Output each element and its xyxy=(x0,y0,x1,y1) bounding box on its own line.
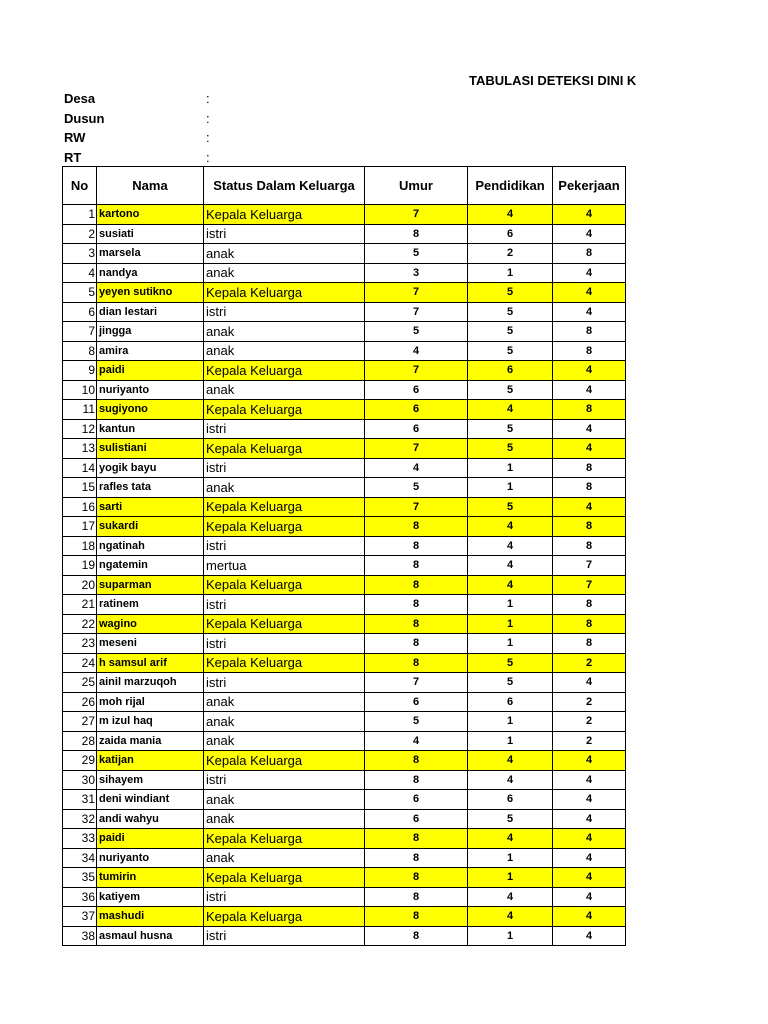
sheet-title: TABULASI DETEKSI DINI K xyxy=(469,73,637,88)
table-row xyxy=(63,400,626,420)
cell-status[interactable]: Kepala Keluarga xyxy=(204,829,365,849)
cell-status[interactable]: anak xyxy=(204,341,365,361)
cell-no[interactable]: 38 xyxy=(63,926,97,946)
cell-status[interactable]: Kepala Keluarga xyxy=(204,575,365,595)
cell-nama[interactable]: nuriyanto xyxy=(97,848,204,868)
cell-pekerjaan[interactable]: 8 xyxy=(553,341,626,361)
cell-umur[interactable]: 8 xyxy=(365,868,468,888)
cell-umur[interactable]: 7 xyxy=(365,205,468,225)
cell-umur[interactable]: 8 xyxy=(365,770,468,790)
header-status[interactable]: Status Dalam Keluarga xyxy=(204,167,365,205)
table-row xyxy=(63,517,626,537)
meta-label: Dusun xyxy=(64,110,105,126)
cell-pekerjaan[interactable]: 4 xyxy=(553,419,626,439)
cell-no[interactable]: 34 xyxy=(63,848,97,868)
cell-nama[interactable]: andi wahyu xyxy=(97,809,204,829)
cell-pekerjaan[interactable]: 4 xyxy=(553,361,626,381)
cell-umur[interactable]: 5 xyxy=(365,244,468,264)
table-row xyxy=(63,751,626,771)
cell-pendidikan[interactable]: 4 xyxy=(468,400,553,420)
table-row xyxy=(63,770,626,790)
header-umur[interactable]: Umur xyxy=(365,167,468,205)
cell-nama[interactable]: dian lestari xyxy=(97,302,204,322)
cell-status[interactable]: anak xyxy=(204,731,365,751)
cell-no[interactable]: 21 xyxy=(63,595,97,615)
table-row xyxy=(63,244,626,264)
cell-pekerjaan[interactable]: 4 xyxy=(553,868,626,888)
meta-colon: : xyxy=(206,149,210,165)
cell-status[interactable]: anak xyxy=(204,478,365,498)
table-row xyxy=(63,731,626,751)
cell-umur[interactable]: 7 xyxy=(365,283,468,303)
cell-no[interactable]: 37 xyxy=(63,907,97,927)
cell-pendidikan[interactable]: 6 xyxy=(468,224,553,244)
cell-umur[interactable]: 6 xyxy=(365,790,468,810)
cell-status[interactable]: Kepala Keluarga xyxy=(204,439,365,459)
cell-pekerjaan[interactable]: 4 xyxy=(553,673,626,693)
cell-pekerjaan[interactable]: 4 xyxy=(553,497,626,517)
table-row xyxy=(63,341,626,361)
cell-no[interactable]: 23 xyxy=(63,634,97,654)
cell-umur[interactable]: 5 xyxy=(365,712,468,732)
cell-status[interactable]: istri xyxy=(204,770,365,790)
cell-umur[interactable]: 8 xyxy=(365,751,468,771)
cell-nama[interactable]: yeyen sutikno xyxy=(97,283,204,303)
cell-umur[interactable]: 8 xyxy=(365,887,468,907)
cell-pendidikan[interactable]: 1 xyxy=(468,868,553,888)
table-row xyxy=(63,595,626,615)
cell-pendidikan[interactable]: 1 xyxy=(468,263,553,283)
cell-status[interactable]: anak xyxy=(204,380,365,400)
cell-pendidikan[interactable]: 4 xyxy=(468,829,553,849)
cell-nama[interactable]: mashudi xyxy=(97,907,204,927)
table-row xyxy=(63,634,626,654)
cell-no[interactable]: 6 xyxy=(63,302,97,322)
meta-label: RW xyxy=(64,130,86,146)
cell-umur[interactable]: 8 xyxy=(365,224,468,244)
cell-pendidikan[interactable]: 4 xyxy=(468,887,553,907)
cell-no[interactable]: 17 xyxy=(63,517,97,537)
cell-status[interactable]: anak xyxy=(204,848,365,868)
cell-nama[interactable]: ngatinah xyxy=(97,536,204,556)
table-row xyxy=(63,419,626,439)
cell-no[interactable]: 15 xyxy=(63,478,97,498)
cell-no[interactable]: 30 xyxy=(63,770,97,790)
cell-nama[interactable]: tumirin xyxy=(97,868,204,888)
cell-nama[interactable]: katijan xyxy=(97,751,204,771)
table-row xyxy=(63,614,626,634)
table-row xyxy=(63,712,626,732)
cell-umur[interactable]: 7 xyxy=(365,361,468,381)
cell-status[interactable]: Kepala Keluarga xyxy=(204,497,365,517)
cell-umur[interactable]: 6 xyxy=(365,809,468,829)
cell-status[interactable]: istri xyxy=(204,458,365,478)
table-row xyxy=(63,439,626,459)
cell-status[interactable]: anak xyxy=(204,712,365,732)
cell-nama[interactable]: meseni xyxy=(97,634,204,654)
meta-colon: : xyxy=(206,130,210,146)
cell-status[interactable]: istri xyxy=(204,536,365,556)
table-row xyxy=(63,380,626,400)
cell-no[interactable]: 28 xyxy=(63,731,97,751)
cell-nama[interactable]: katiyem xyxy=(97,887,204,907)
cell-nama[interactable]: asmaul husna xyxy=(97,926,204,946)
cell-umur[interactable]: 4 xyxy=(365,731,468,751)
cell-umur[interactable]: 8 xyxy=(365,907,468,927)
cell-umur[interactable]: 7 xyxy=(365,439,468,459)
cell-nama[interactable]: paidi xyxy=(97,829,204,849)
cell-umur[interactable]: 4 xyxy=(365,341,468,361)
table-row xyxy=(63,205,626,225)
cell-pekerjaan[interactable]: 4 xyxy=(553,926,626,946)
cell-pendidikan[interactable]: 1 xyxy=(468,634,553,654)
cell-no[interactable]: 12 xyxy=(63,419,97,439)
table-row xyxy=(63,692,626,712)
cell-pendidikan[interactable]: 5 xyxy=(468,497,553,517)
cell-pekerjaan[interactable]: 7 xyxy=(553,575,626,595)
cell-nama[interactable]: deni windiant xyxy=(97,790,204,810)
header-no[interactable]: No xyxy=(63,167,97,205)
meta-row-desa xyxy=(64,89,210,109)
cell-status[interactable]: anak xyxy=(204,809,365,829)
cell-pekerjaan[interactable]: 2 xyxy=(553,712,626,732)
cell-nama[interactable]: susiati xyxy=(97,224,204,244)
cell-no[interactable]: 25 xyxy=(63,673,97,693)
cell-pendidikan[interactable]: 1 xyxy=(468,478,553,498)
cell-umur[interactable]: 8 xyxy=(365,614,468,634)
meta-colon: : xyxy=(206,91,210,107)
cell-nama[interactable]: kartono xyxy=(97,205,204,225)
cell-nama[interactable]: h samsul arif xyxy=(97,653,204,673)
cell-nama[interactable]: zaida mania xyxy=(97,731,204,751)
cell-pekerjaan[interactable]: 2 xyxy=(553,731,626,751)
cell-pekerjaan[interactable]: 8 xyxy=(553,458,626,478)
cell-umur[interactable]: 5 xyxy=(365,478,468,498)
cell-umur[interactable]: 3 xyxy=(365,263,468,283)
cell-nama[interactable]: sulistiani xyxy=(97,439,204,459)
cell-nama[interactable]: sukardi xyxy=(97,517,204,537)
cell-pekerjaan[interactable]: 8 xyxy=(553,478,626,498)
cell-pendidikan[interactable]: 5 xyxy=(468,380,553,400)
header-pekerjaan[interactable]: Pekerjaan xyxy=(553,167,626,205)
cell-no[interactable]: 24 xyxy=(63,653,97,673)
table-header-row xyxy=(63,167,626,205)
cell-pekerjaan[interactable]: 2 xyxy=(553,692,626,712)
cell-no[interactable]: 19 xyxy=(63,556,97,576)
cell-umur[interactable]: 8 xyxy=(365,926,468,946)
cell-nama[interactable]: suparman xyxy=(97,575,204,595)
cell-status[interactable]: Kepala Keluarga xyxy=(204,751,365,771)
cell-no[interactable]: 16 xyxy=(63,497,97,517)
cell-pekerjaan[interactable]: 4 xyxy=(553,751,626,771)
cell-umur[interactable]: 6 xyxy=(365,400,468,420)
cell-umur[interactable]: 8 xyxy=(365,829,468,849)
cell-nama[interactable]: ngatemin xyxy=(97,556,204,576)
cell-no[interactable]: 14 xyxy=(63,458,97,478)
header-pendidikan[interactable]: Pendidikan xyxy=(468,167,553,205)
cell-pendidikan[interactable]: 5 xyxy=(468,439,553,459)
cell-pendidikan[interactable]: 5 xyxy=(468,809,553,829)
cell-no[interactable]: 18 xyxy=(63,536,97,556)
cell-pendidikan[interactable]: 1 xyxy=(468,848,553,868)
cell-pekerjaan[interactable]: 4 xyxy=(553,829,626,849)
cell-umur[interactable]: 8 xyxy=(365,848,468,868)
cell-status[interactable]: Kepala Keluarga xyxy=(204,907,365,927)
cell-no[interactable]: 1 xyxy=(63,205,97,225)
cell-no[interactable]: 36 xyxy=(63,887,97,907)
cell-status[interactable]: anak xyxy=(204,790,365,810)
cell-pekerjaan[interactable]: 8 xyxy=(553,536,626,556)
cell-pekerjaan[interactable]: 8 xyxy=(553,634,626,654)
cell-pendidikan[interactable]: 5 xyxy=(468,673,553,693)
cell-pekerjaan[interactable]: 4 xyxy=(553,439,626,459)
cell-pendidikan[interactable]: 5 xyxy=(468,322,553,342)
cell-nama[interactable]: kantun xyxy=(97,419,204,439)
cell-umur[interactable]: 8 xyxy=(365,634,468,654)
table-row xyxy=(63,536,626,556)
cell-pendidikan[interactable]: 5 xyxy=(468,419,553,439)
table-body xyxy=(63,205,626,946)
meta-colon: : xyxy=(206,110,210,126)
cell-pendidikan[interactable]: 4 xyxy=(468,770,553,790)
cell-no[interactable]: 4 xyxy=(63,263,97,283)
cell-status[interactable]: istri xyxy=(204,926,365,946)
cell-nama[interactable]: amira xyxy=(97,341,204,361)
cell-umur[interactable]: 6 xyxy=(365,692,468,712)
cell-status[interactable]: istri xyxy=(204,595,365,615)
tabulation-table xyxy=(62,166,626,946)
cell-pekerjaan[interactable]: 8 xyxy=(553,400,626,420)
cell-no[interactable]: 7 xyxy=(63,322,97,342)
cell-pekerjaan[interactable]: 4 xyxy=(553,205,626,225)
table-row xyxy=(63,497,626,517)
cell-pendidikan[interactable]: 5 xyxy=(468,653,553,673)
cell-status[interactable]: Kepala Keluarga xyxy=(204,205,365,225)
cell-nama[interactable]: nuriyanto xyxy=(97,380,204,400)
cell-pekerjaan[interactable]: 4 xyxy=(553,380,626,400)
cell-pekerjaan[interactable]: 2 xyxy=(553,653,626,673)
cell-pendidikan[interactable]: 4 xyxy=(468,205,553,225)
cell-pekerjaan[interactable]: 8 xyxy=(553,517,626,537)
cell-pekerjaan[interactable]: 8 xyxy=(553,595,626,615)
table-row xyxy=(63,556,626,576)
meta-label: RT xyxy=(64,149,82,165)
cell-no[interactable]: 8 xyxy=(63,341,97,361)
cell-status[interactable]: istri xyxy=(204,224,365,244)
cell-nama[interactable]: rafles tata xyxy=(97,478,204,498)
cell-pendidikan[interactable]: 4 xyxy=(468,536,553,556)
table-row xyxy=(63,887,626,907)
cell-pekerjaan[interactable]: 8 xyxy=(553,244,626,264)
cell-pendidikan[interactable]: 2 xyxy=(468,244,553,264)
cell-umur[interactable]: 7 xyxy=(365,673,468,693)
cell-umur[interactable]: 8 xyxy=(365,556,468,576)
cell-nama[interactable]: sugiyono xyxy=(97,400,204,420)
meta-row-rw xyxy=(64,128,210,148)
cell-pendidikan[interactable]: 4 xyxy=(468,751,553,771)
cell-pendidikan[interactable]: 4 xyxy=(468,556,553,576)
meta-row-dusun xyxy=(64,109,210,129)
table-row xyxy=(63,283,626,303)
cell-no[interactable]: 5 xyxy=(63,283,97,303)
cell-pendidikan[interactable]: 1 xyxy=(468,712,553,732)
table-row xyxy=(63,263,626,283)
cell-nama[interactable]: marsela xyxy=(97,244,204,264)
cell-pendidikan[interactable]: 5 xyxy=(468,341,553,361)
cell-umur[interactable]: 5 xyxy=(365,322,468,342)
cell-pendidikan[interactable]: 6 xyxy=(468,361,553,381)
cell-pekerjaan[interactable]: 4 xyxy=(553,283,626,303)
cell-umur[interactable]: 7 xyxy=(365,302,468,322)
cell-umur[interactable]: 8 xyxy=(365,517,468,537)
table-row xyxy=(63,673,626,693)
table-row xyxy=(63,361,626,381)
cell-umur[interactable]: 4 xyxy=(365,458,468,478)
cell-pendidikan[interactable]: 1 xyxy=(468,595,553,615)
cell-status[interactable]: anak xyxy=(204,692,365,712)
cell-status[interactable]: Kepala Keluarga xyxy=(204,283,365,303)
cell-pendidikan[interactable]: 1 xyxy=(468,614,553,634)
cell-pendidikan[interactable]: 4 xyxy=(468,575,553,595)
cell-umur[interactable]: 8 xyxy=(365,595,468,615)
cell-no[interactable]: 20 xyxy=(63,575,97,595)
cell-umur[interactable]: 8 xyxy=(365,653,468,673)
cell-no[interactable]: 35 xyxy=(63,868,97,888)
cell-status[interactable]: anak xyxy=(204,244,365,264)
cell-no[interactable]: 9 xyxy=(63,361,97,381)
cell-nama[interactable]: jingga xyxy=(97,322,204,342)
cell-no[interactable]: 13 xyxy=(63,439,97,459)
cell-no[interactable]: 11 xyxy=(63,400,97,420)
cell-pekerjaan[interactable]: 4 xyxy=(553,770,626,790)
table-row xyxy=(63,302,626,322)
cell-umur[interactable]: 8 xyxy=(365,536,468,556)
cell-pendidikan[interactable]: 1 xyxy=(468,926,553,946)
cell-pendidikan[interactable]: 1 xyxy=(468,458,553,478)
cell-pekerjaan[interactable]: 4 xyxy=(553,887,626,907)
cell-status[interactable]: istri xyxy=(204,302,365,322)
cell-umur[interactable]: 6 xyxy=(365,380,468,400)
cell-no[interactable]: 33 xyxy=(63,829,97,849)
cell-umur[interactable]: 6 xyxy=(365,419,468,439)
table-row xyxy=(63,790,626,810)
cell-nama[interactable]: ainil marzuqoh xyxy=(97,673,204,693)
cell-pekerjaan[interactable]: 4 xyxy=(553,809,626,829)
cell-pekerjaan[interactable]: 4 xyxy=(553,907,626,927)
cell-no[interactable]: 10 xyxy=(63,380,97,400)
cell-status[interactable]: istri xyxy=(204,419,365,439)
cell-nama[interactable]: moh rijal xyxy=(97,692,204,712)
table-row xyxy=(63,848,626,868)
cell-no[interactable]: 27 xyxy=(63,712,97,732)
cell-status[interactable]: istri xyxy=(204,673,365,693)
table-row xyxy=(63,907,626,927)
cell-pekerjaan[interactable]: 4 xyxy=(553,224,626,244)
cell-no[interactable]: 3 xyxy=(63,244,97,264)
cell-nama[interactable]: yogik bayu xyxy=(97,458,204,478)
cell-umur[interactable]: 8 xyxy=(365,575,468,595)
cell-pendidikan[interactable]: 1 xyxy=(468,731,553,751)
cell-status[interactable]: Kepala Keluarga xyxy=(204,653,365,673)
table-row xyxy=(63,809,626,829)
table-row xyxy=(63,478,626,498)
cell-pendidikan[interactable]: 4 xyxy=(468,907,553,927)
cell-nama[interactable]: paidi xyxy=(97,361,204,381)
cell-no[interactable]: 31 xyxy=(63,790,97,810)
cell-pekerjaan[interactable]: 4 xyxy=(553,302,626,322)
cell-status[interactable]: istri xyxy=(204,634,365,654)
cell-nama[interactable]: wagino xyxy=(97,614,204,634)
cell-pendidikan[interactable]: 5 xyxy=(468,302,553,322)
cell-status[interactable]: Kepala Keluarga xyxy=(204,614,365,634)
cell-status[interactable]: anak xyxy=(204,322,365,342)
cell-nama[interactable]: ratinem xyxy=(97,595,204,615)
cell-pekerjaan[interactable]: 8 xyxy=(553,322,626,342)
cell-no[interactable]: 22 xyxy=(63,614,97,634)
meta-label: Desa xyxy=(64,91,96,107)
table-row xyxy=(63,829,626,849)
table-row xyxy=(63,575,626,595)
header-nama[interactable]: Nama xyxy=(97,167,204,205)
meta-row-rt xyxy=(64,148,210,168)
cell-nama[interactable]: nandya xyxy=(97,263,204,283)
cell-nama[interactable]: sarti xyxy=(97,497,204,517)
table-row xyxy=(63,224,626,244)
cell-umur[interactable]: 7 xyxy=(365,497,468,517)
cell-no[interactable]: 32 xyxy=(63,809,97,829)
cell-status[interactable]: anak xyxy=(204,263,365,283)
cell-pekerjaan[interactable]: 4 xyxy=(553,848,626,868)
meta-block xyxy=(64,89,210,167)
table-row xyxy=(63,458,626,478)
cell-status[interactable]: Kepala Keluarga xyxy=(204,517,365,537)
cell-status[interactable]: Kepala Keluarga xyxy=(204,400,365,420)
cell-pekerjaan[interactable]: 8 xyxy=(553,614,626,634)
table-row xyxy=(63,926,626,946)
cell-no[interactable]: 2 xyxy=(63,224,97,244)
cell-no[interactable]: 29 xyxy=(63,751,97,771)
cell-pendidikan[interactable]: 6 xyxy=(468,692,553,712)
cell-status[interactable]: istri xyxy=(204,887,365,907)
cell-pekerjaan[interactable]: 4 xyxy=(553,263,626,283)
cell-status[interactable]: Kepala Keluarga xyxy=(204,868,365,888)
cell-pekerjaan[interactable]: 4 xyxy=(553,790,626,810)
cell-status[interactable]: mertua xyxy=(204,556,365,576)
cell-no[interactable]: 26 xyxy=(63,692,97,712)
cell-nama[interactable]: sihayem xyxy=(97,770,204,790)
table-row xyxy=(63,322,626,342)
cell-pekerjaan[interactable]: 7 xyxy=(553,556,626,576)
cell-nama[interactable]: m izul haq xyxy=(97,712,204,732)
cell-pendidikan[interactable]: 5 xyxy=(468,283,553,303)
cell-pendidikan[interactable]: 6 xyxy=(468,790,553,810)
table-row xyxy=(63,868,626,888)
cell-pendidikan[interactable]: 4 xyxy=(468,517,553,537)
cell-status[interactable]: Kepala Keluarga xyxy=(204,361,365,381)
table-row xyxy=(63,653,626,673)
